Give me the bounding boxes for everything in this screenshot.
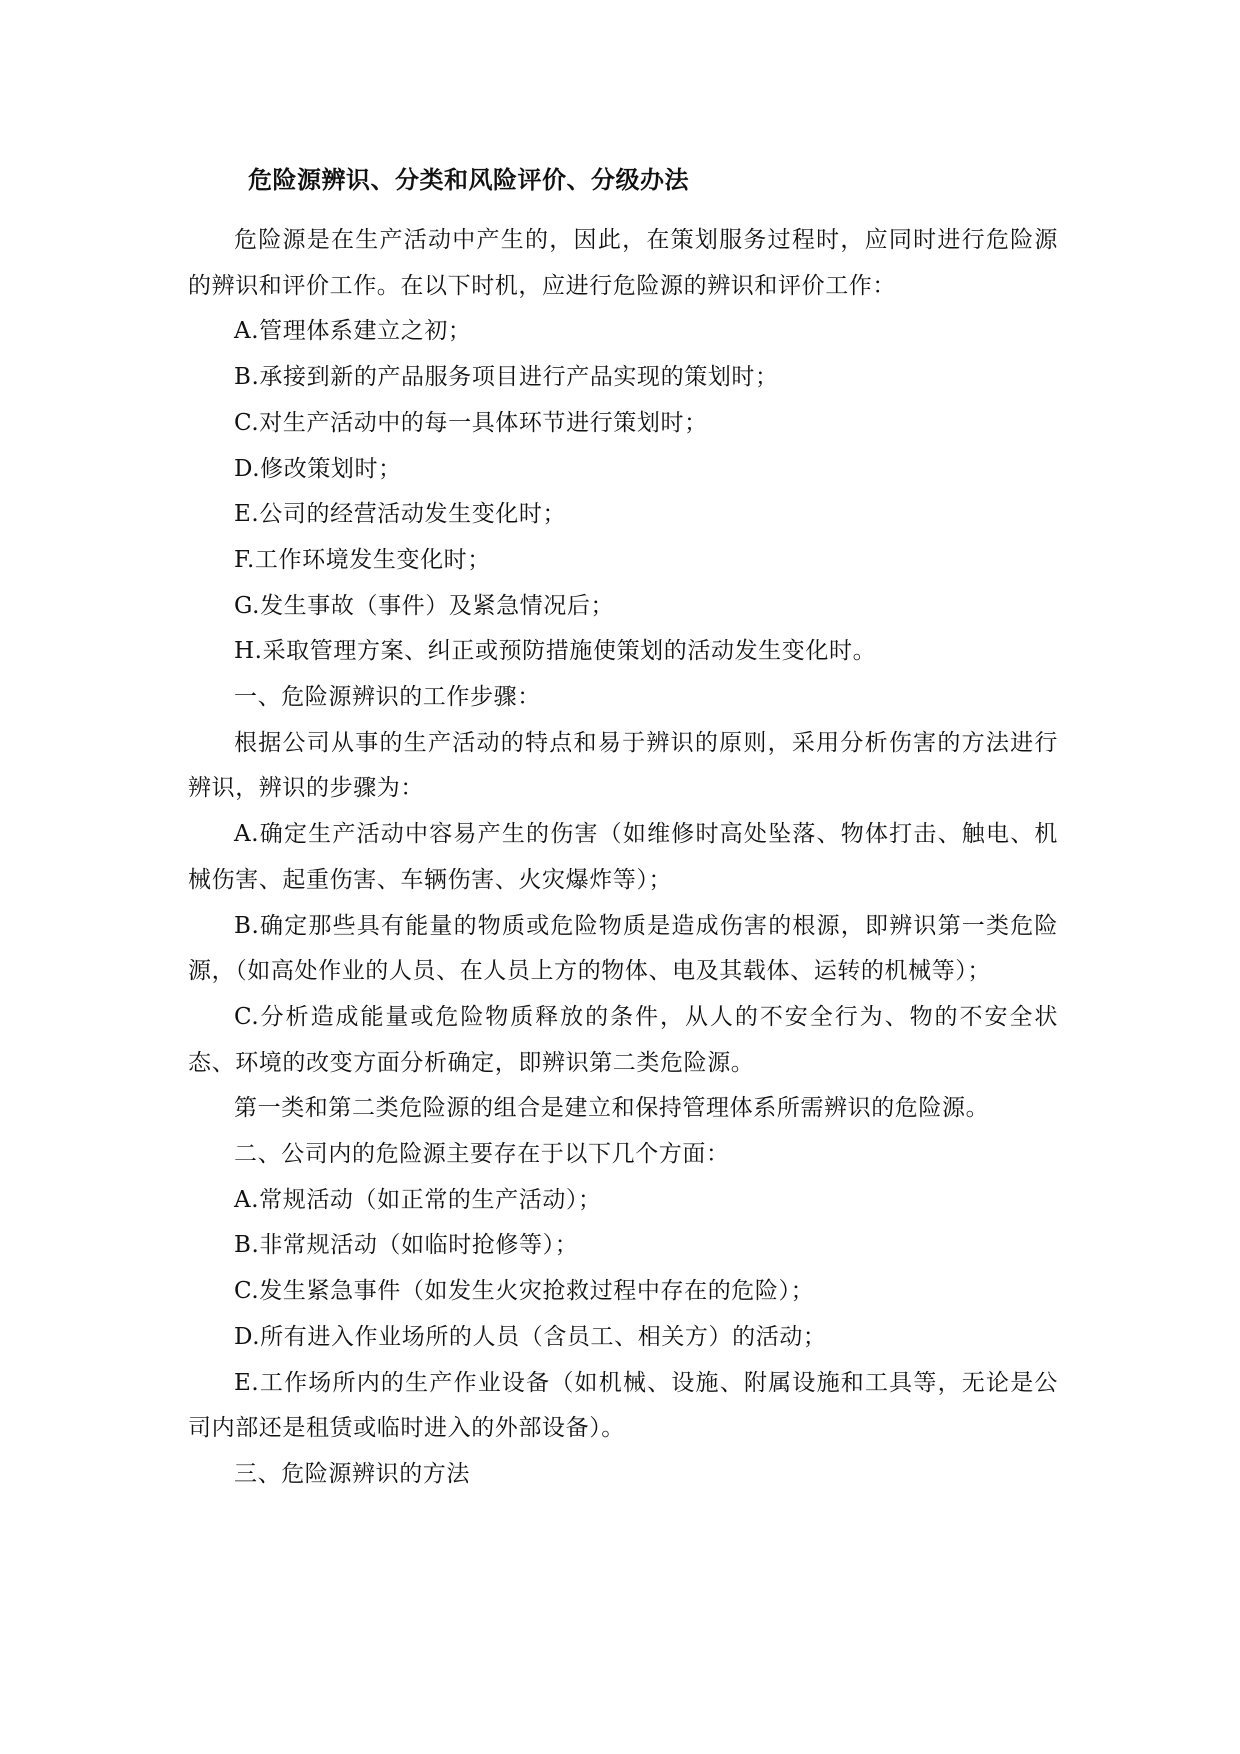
list-item-timing-b: B.承接到新的产品服务项目进行产品实现的策划时； xyxy=(234,364,779,391)
list-item-timing-d: D.修改策划时； xyxy=(234,455,402,482)
list-item-aspect-d: D.所有进入作业场所的人员（含员工、相关方）的活动； xyxy=(234,1323,827,1350)
list-item-timing-c: C.对生产活动中的每一具体环节进行策划时； xyxy=(234,409,708,436)
section-heading-3: 三、危险源辨识的方法 xyxy=(234,1460,470,1487)
list-item-step-c: C.分析造成能量或危险物质释放的条件，从人的不安全行为、物的不安全状态、环境的改变方面分析确定，即辨识第二类危险源。 xyxy=(188,1003,1058,1076)
list-item-timing-e: E.公司的经营活动发生变化时； xyxy=(234,501,567,528)
list-item-aspect-e: E.工作场所内的生产作业设备（如机械、设施、附属设施和工具等，无论是公司内部还是租赁或临时进入的外部设备）。 xyxy=(188,1369,1058,1442)
document-body xyxy=(188,218,1058,1498)
list-item-step-a: A.确定生产活动中容易产生的伤害（如维修时高处坠落、物体打击、触电、机械伤害、起重伤害、车辆伤害、火灾爆炸等）； xyxy=(188,821,1058,893)
paragraph-intro: 危险源是在生产活动中产生的，因此，在策划服务过程时，应同时进行危险源的辨识和评价工作。在以下时机，应进行危险源的辨识和评价工作： xyxy=(188,227,1058,299)
section-heading-1: 一、危险源辨识的工作步骤： xyxy=(234,684,541,711)
list-item-timing-h: H.采取管理方案、纠正或预防措施使策划的活动发生变化时。 xyxy=(234,638,877,665)
list-item-aspect-c: C.发生紧急事件（如发生火灾抢救过程中存在的危险）； xyxy=(234,1278,815,1305)
list-item-aspect-a: A.常规活动（如正常的生产活动）； xyxy=(234,1186,602,1213)
list-item-timing-a: A.管理体系建立之初； xyxy=(234,318,472,345)
list-item-timing-f: F.工作环境发生变化时； xyxy=(234,546,491,573)
list-item-step-b: B.确定那些具有能量的物质或危险物质是造成伤害的根源，即辨识第一类危险源，（如高处作业的人员、在人员上方的物体、电及其载体、运转的机械等）； xyxy=(188,912,1058,985)
document-title: 危险源辨识、分类和风险评价、分级办法 xyxy=(248,165,689,194)
list-item-aspect-b: B.非常规活动（如临时抢修等）； xyxy=(234,1232,579,1259)
paragraph-method: 根据公司从事的生产活动的特点和易于辨识的原则，采用分析伤害的方法进行辨识，辨识的步骤为： xyxy=(188,729,1058,802)
list-item-timing-g: G.发生事故（事件）及紧急情况后； xyxy=(234,592,615,619)
paragraph-combination: 第一类和第二类危险源的组合是建立和保持管理体系所需辨识的危险源。 xyxy=(234,1095,990,1122)
section-heading-2: 二、公司内的危险源主要存在于以下几个方面： xyxy=(234,1141,730,1168)
